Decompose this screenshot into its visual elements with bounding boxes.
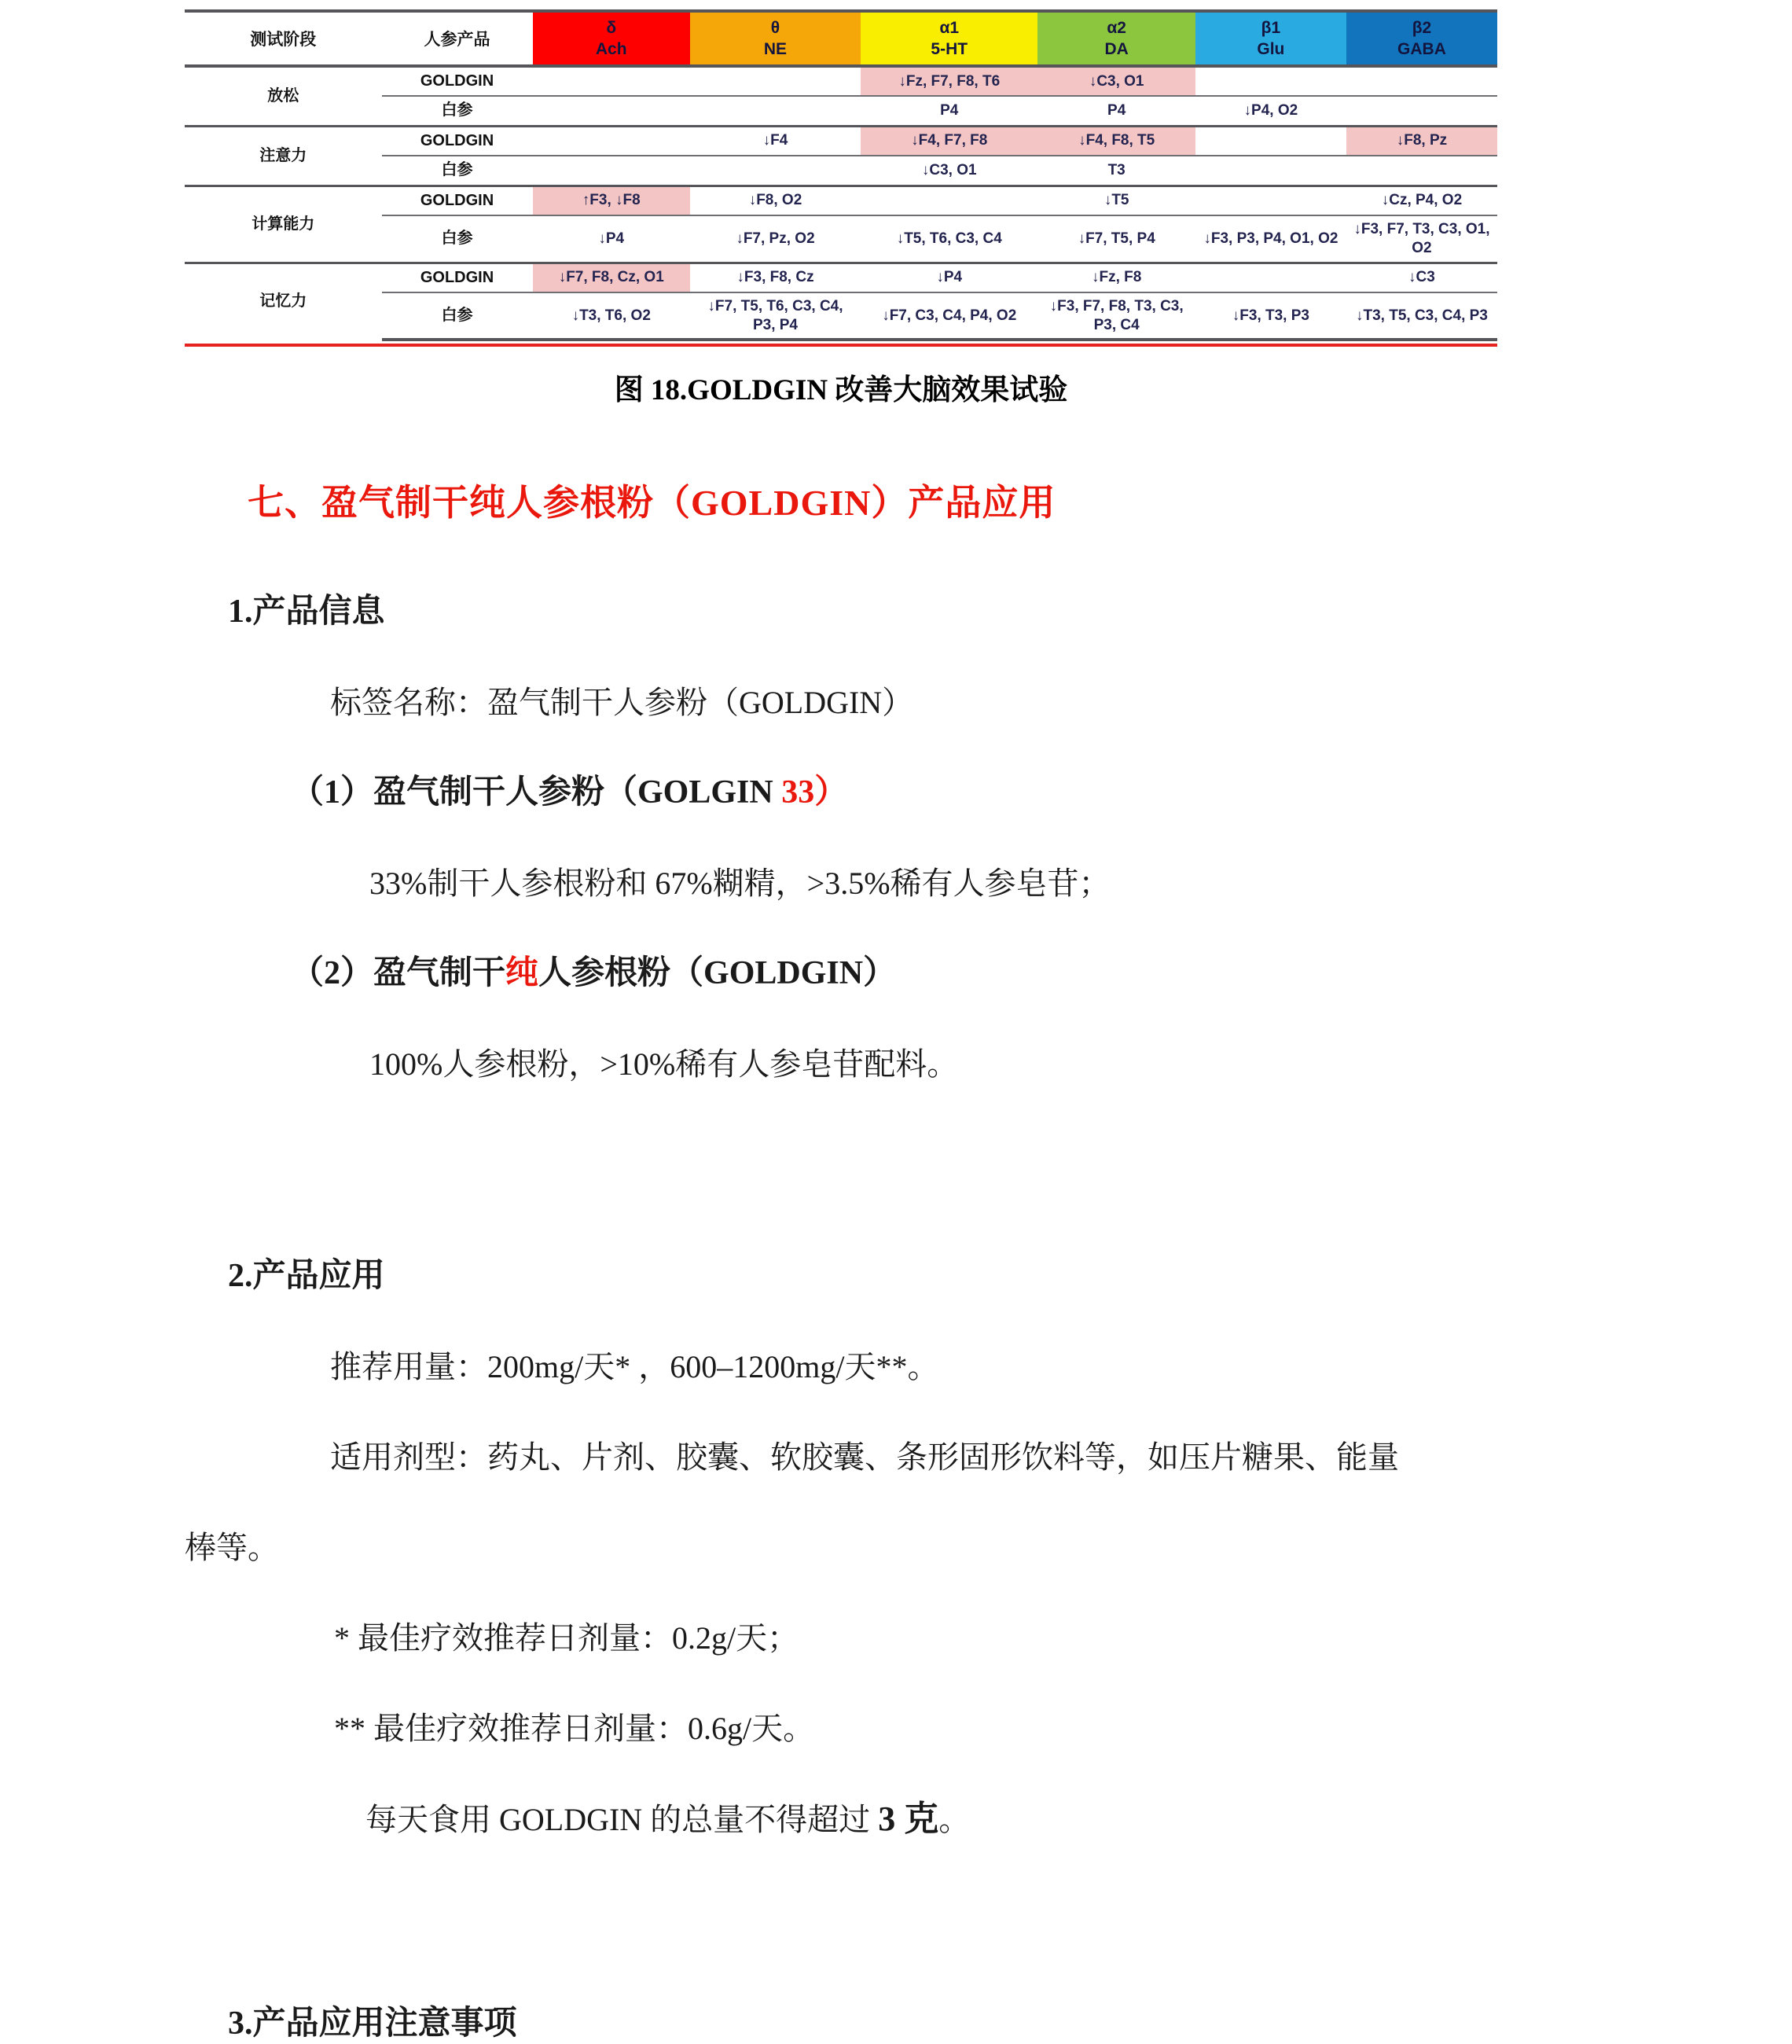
item2-desc: 100%人参根粉，>10%稀有人参皂苷配料。 (369, 1046, 959, 1082)
note-single-asterisk: * 最佳疗效推荐日剂量：0.2g/天； (334, 1620, 799, 1656)
band-symbol: δ (606, 18, 617, 37)
eeg-cell: ↓T5 (1037, 186, 1195, 215)
header-band-beta1-glu (1195, 11, 1346, 66)
item2-black-text-1: （2）盈气制干 (291, 955, 506, 991)
eeg-cell: ↓F4, F7, F8 (861, 126, 1037, 156)
limit-bold-text: 3 克 (878, 1800, 939, 1838)
limit-prefix-text: 每天食用 GOLDGIN 的总量不得超过 (365, 1802, 879, 1837)
table-row (185, 96, 1497, 126)
eeg-cell: T3 (1037, 156, 1195, 186)
eeg-cell: ↓F4, F8, T5 (1037, 126, 1195, 156)
eeg-cell (1195, 263, 1346, 292)
band-symbol: α1 (939, 18, 960, 37)
eeg-cell (533, 156, 690, 186)
band-name: 5-HT (931, 40, 968, 58)
table-header-row (185, 11, 1497, 66)
eeg-cell: P4 (1037, 96, 1195, 126)
forms-line-2: 棒等。 (185, 1530, 279, 1565)
band-name: GABA (1397, 40, 1446, 58)
band-symbol: α2 (1107, 18, 1126, 37)
limit-suffix-text: 。 (938, 1802, 971, 1837)
stage-cell: 计算能力 (185, 186, 382, 263)
eeg-cell: ↓T3, T6, O2 (533, 292, 690, 340)
eeg-cell: ↓F3, F7, F8, T3, C3, P3, C4 (1037, 292, 1195, 340)
item1-desc: 33%制干人参根粉和 67%糊精，>3.5%稀有人参皂苷； (369, 866, 1111, 901)
eeg-cell (533, 96, 690, 126)
band-name: NE (763, 40, 788, 58)
item2-red-text: 纯 (505, 955, 539, 991)
eeg-cell: ↓F3, T3, P3 (1195, 292, 1346, 340)
eeg-cell: ↓F8, O2 (690, 186, 861, 215)
table-row (185, 292, 1497, 340)
eeg-cell: ↑F3, ↓F8 (533, 186, 690, 215)
stage-cell: 注意力 (185, 126, 382, 186)
header-band-theta-ne (690, 11, 861, 66)
eeg-cell: ↓T3, T5, C3, C4, P3 (1346, 292, 1497, 340)
eeg-cell: ↓F3, F8, Cz (690, 263, 861, 292)
eeg-cell (1195, 126, 1346, 156)
header-band-alpha2-da (1037, 11, 1195, 66)
eeg-cell (861, 186, 1037, 215)
band-name: DA (1104, 40, 1129, 58)
eeg-cell: ↓C3 (1346, 263, 1497, 292)
table-row (185, 156, 1497, 186)
table-row (185, 126, 1497, 156)
table-row (185, 66, 1497, 96)
product-cell: 白参 (382, 215, 533, 263)
product-cell: 白参 (382, 96, 533, 126)
figure-caption: 图 18.GOLDGIN 改善大脑效果试验 (614, 374, 1068, 406)
document-body (0, 567, 1792, 2044)
eeg-cell: ↓Cz, P4, O2 (1346, 186, 1497, 215)
eeg-cell (533, 126, 690, 156)
eeg-cell (1195, 156, 1346, 186)
stage-cell: 记忆力 (185, 263, 382, 340)
eeg-cell (1346, 96, 1497, 126)
header-band-delta-ach (533, 11, 690, 66)
table-row (185, 263, 1497, 292)
eeg-cell: ↓P4 (533, 215, 690, 263)
table-row (185, 215, 1497, 263)
eeg-cell: ↓P4 (861, 263, 1037, 292)
item2-black-text-2: 人参根粉（GOLDGIN） (538, 955, 897, 991)
eeg-cell (690, 156, 861, 186)
eeg-cell: ↓F7, F8, Cz, O1 (533, 263, 690, 292)
eeg-cell: ↓F3, P3, P4, O1, O2 (1195, 215, 1346, 263)
eeg-cell (1195, 186, 1346, 215)
note-double-asterisk: ** 最佳疗效推荐日剂量：0.6g/天。 (334, 1711, 815, 1746)
section-heading-7: 七、盈气制干纯人参根粉（GOLDGIN）产品应用 (248, 483, 1056, 523)
eeg-cell (1346, 156, 1497, 186)
band-symbol: θ (770, 18, 780, 37)
eeg-cell: ↓F7, Pz, O2 (690, 215, 861, 263)
eeg-cell: ↓C3, O1 (1037, 66, 1195, 96)
item1-line (291, 748, 1792, 838)
eeg-cell: ↓T5, T6, C3, C4 (861, 215, 1037, 263)
label-name-line: 标签名称：盈气制干人参粉（GOLDGIN） (330, 685, 914, 720)
forms-line-1: 适用剂型：药丸、片剂、胶囊、软胶囊、条形固形饮料等，如压片糖果、能量 (330, 1439, 1399, 1475)
eeg-cell (690, 66, 861, 96)
eeg-cell: ↓P4, O2 (1195, 96, 1346, 126)
eeg-cell (533, 66, 690, 96)
eeg-cell: ↓C3, O1 (861, 156, 1037, 186)
header-product: 人参产品 (382, 11, 533, 66)
product-cell: 白参 (382, 156, 533, 186)
eeg-cell (1195, 66, 1346, 96)
header-band-beta2-gaba (1346, 11, 1497, 66)
eeg-cell: ↓Fz, F8 (1037, 263, 1195, 292)
brain-effect-table (185, 9, 1497, 341)
band-name: Glu (1257, 40, 1285, 58)
eeg-cell: ↓F8, Pz (1346, 126, 1497, 156)
product-cell: 白参 (382, 292, 533, 340)
eeg-cell: ↓F3, F7, T3, C3, O1, O2 (1346, 215, 1497, 263)
eeg-cell: ↓F4 (690, 126, 861, 156)
eeg-cell: ↓F7, T5, P4 (1037, 215, 1195, 263)
header-band-alpha1-5ht (861, 11, 1037, 66)
daily-limit-line (365, 1774, 1792, 1865)
product-cell: GOLDGIN (382, 186, 533, 215)
table-bottom-red-rule (185, 344, 1497, 347)
table-row (185, 186, 1497, 215)
product-cell: GOLDGIN (382, 66, 533, 96)
eeg-cell: ↓Fz, F7, F8, T6 (861, 66, 1037, 96)
dosage-line: 推荐用量：200mg/天* ，600–1200mg/天**。 (330, 1349, 939, 1384)
product-cell: GOLDGIN (382, 263, 533, 292)
header-test-stage: 测试阶段 (185, 11, 382, 66)
band-symbol: β1 (1261, 18, 1281, 37)
product-cell: GOLDGIN (382, 126, 533, 156)
section2-title: 2.产品应用 (228, 1258, 385, 1294)
eeg-cell: ↓F7, C3, C4, P4, O2 (861, 292, 1037, 340)
section1-title: 1.产品信息 (228, 594, 385, 630)
eeg-cell (1346, 66, 1497, 96)
item1-red-text: 33） (781, 774, 848, 811)
eeg-cell: ↓F7, T5, T6, C3, C4, P3, P4 (690, 292, 861, 340)
eeg-cell: P4 (861, 96, 1037, 126)
stage-cell: 放松 (185, 66, 382, 126)
item2-line (291, 928, 1792, 1019)
band-name: Ach (595, 40, 627, 58)
item1-black-text: （1）盈气制干人参粉（GOLGIN (291, 774, 782, 811)
section3-title: 3.产品应用注意事项 (228, 2005, 517, 2042)
eeg-cell (690, 96, 861, 126)
band-symbol: β2 (1412, 18, 1432, 37)
